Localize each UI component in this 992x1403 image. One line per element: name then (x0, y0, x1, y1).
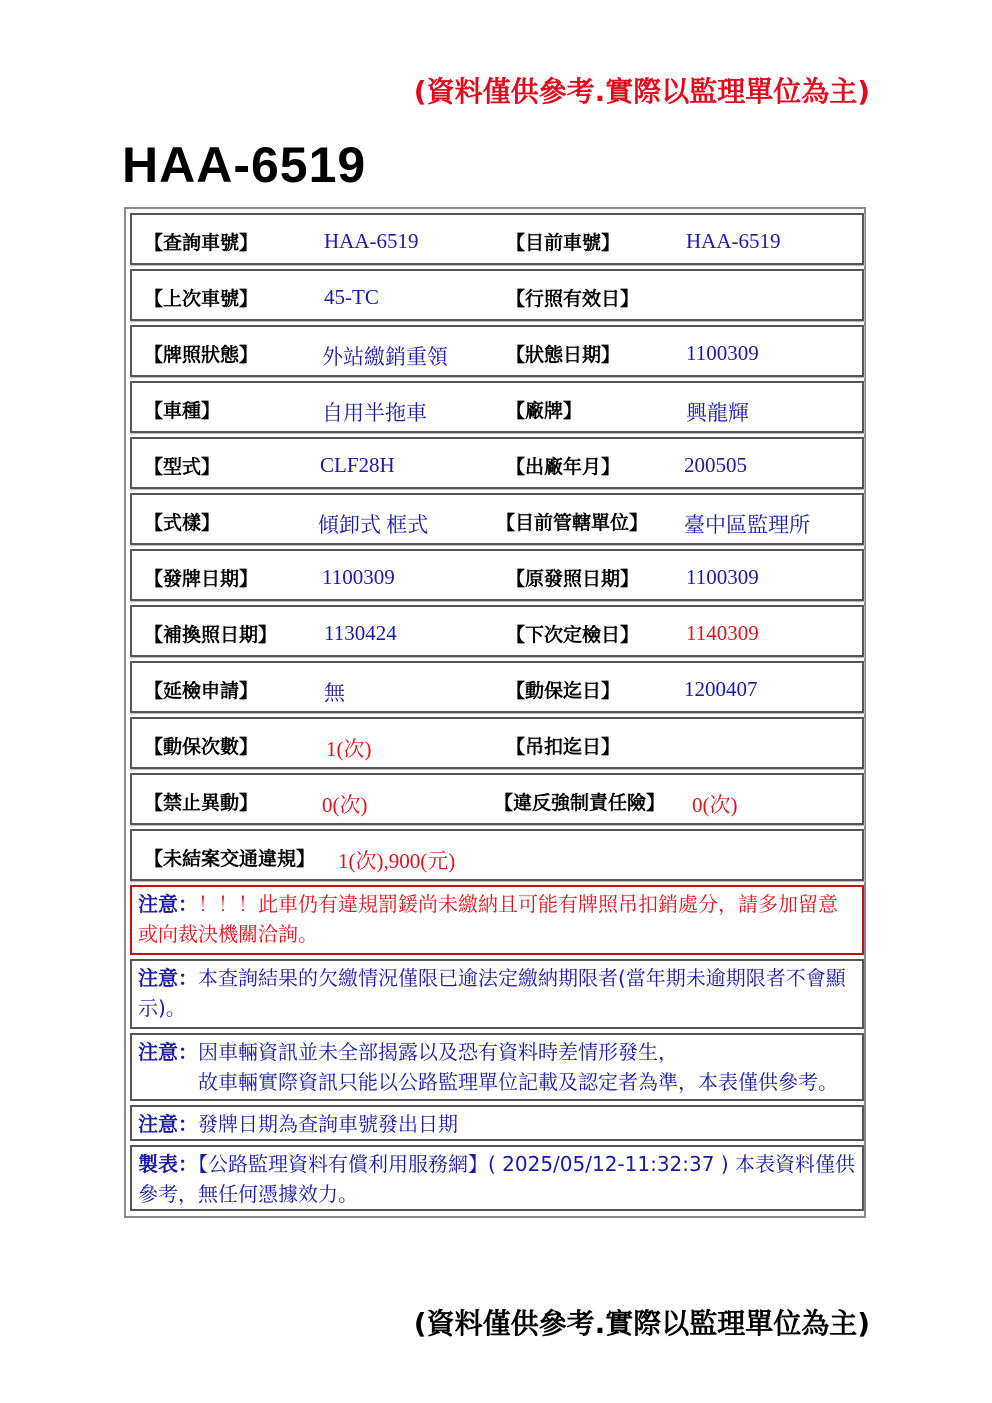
field-label: 【未結案交通違規】 (144, 848, 316, 870)
field-value: 興龍輝 (686, 401, 749, 425)
field-label: 【牌照狀態】 (144, 344, 259, 366)
info-row (130, 325, 864, 377)
field-value: 0(次) (322, 793, 368, 817)
field-label: 【型式】 (144, 456, 221, 478)
note-text: 故車輛實際資訊只能以公路監理單位記載及認定者為準，本表僅供參考。 (198, 1070, 838, 1094)
field-value: 1100309 (322, 565, 395, 589)
info-note (130, 1033, 864, 1101)
note-text: 【公路監理資料有償利用服務網】( 2025/05/12-11:32:37 ) 本表資料僅供參考，無任何憑據效力。 (138, 1152, 855, 1206)
field-label: 【目前車號】 (506, 232, 621, 254)
field-label: 【動保迄日】 (506, 680, 621, 702)
info-note (130, 1105, 864, 1141)
field-value: 臺中區監理所 (684, 513, 810, 537)
note-heading: 注意： (138, 1040, 198, 1064)
field-value: 自用半拖車 (322, 401, 427, 425)
note-text: 因車輛資訊並未全部揭露以及恐有資料時差情形發生， (198, 1040, 678, 1064)
info-note (130, 959, 864, 1029)
field-label: 【廠牌】 (506, 400, 583, 422)
field-value: HAA-6519 (324, 229, 419, 253)
warning-note (130, 885, 864, 955)
field-label: 【狀態日期】 (506, 344, 621, 366)
field-label: 【出廠年月】 (506, 456, 621, 478)
info-row (130, 493, 864, 545)
field-value: 0(次) (692, 793, 738, 817)
info-row (130, 437, 864, 489)
note-heading: 注意： (138, 1112, 198, 1136)
note-heading: 製表： (138, 1152, 198, 1176)
disclaimer-top: (資料僅供參考.實際以監理單位為主) (413, 75, 870, 108)
field-label: 【發牌日期】 (144, 568, 259, 590)
field-value: 1100309 (686, 565, 759, 589)
note-text: 本查詢結果的欠繳情況僅限已逾法定繳納期限者(當年期未逾期限者不會顯示)。 (138, 966, 846, 1020)
info-row (130, 269, 864, 321)
note-heading: 注意： (138, 966, 198, 990)
field-value: 外站繳銷重領 (322, 345, 448, 369)
field-value: 200505 (684, 453, 747, 477)
disclaimer-bottom: (資料僅供參考.實際以監理單位為主) (413, 1307, 870, 1340)
next-inspection-value: 1140309 (686, 621, 759, 645)
note-heading: 注意： (138, 892, 198, 916)
note-text: ！！！此車仍有違規罰鍰尚未繳納且可能有牌照吊扣銷處分，請多加留意或向裁決機關洽詢。 (138, 892, 838, 946)
field-label: 【行照有效日】 (506, 288, 640, 310)
field-label: 【禁止異動】 (144, 792, 259, 814)
vehicle-info-card (124, 207, 866, 1218)
info-row (130, 605, 864, 657)
info-row (130, 773, 864, 825)
field-value: 1130424 (324, 621, 397, 645)
unsettled-violations-row (130, 829, 864, 881)
info-row (130, 717, 864, 769)
field-label: 【延檢申請】 (144, 680, 259, 702)
field-label: 【吊扣迄日】 (506, 736, 621, 758)
field-label: 【下次定檢日】 (506, 624, 640, 646)
unsettled-violations-value: 1(次),900(元) (338, 849, 456, 873)
field-value: 傾卸式 框式 (318, 513, 429, 537)
field-label: 【原發照日期】 (506, 568, 640, 590)
plate-title: HAA-6519 (122, 137, 367, 193)
field-value: HAA-6519 (686, 229, 781, 253)
field-label: 【目前管轄單位】 (496, 512, 649, 534)
field-value: 1100309 (686, 341, 759, 365)
field-value: CLF28H (320, 453, 395, 477)
field-value: 1200407 (684, 677, 758, 701)
field-value: 1(次) (326, 737, 372, 761)
info-row (130, 549, 864, 601)
info-row (130, 661, 864, 713)
field-value: 無 (324, 681, 345, 705)
source-note (130, 1145, 864, 1211)
field-label: 【上次車號】 (144, 288, 259, 310)
note-text: 發牌日期為查詢車號發出日期 (198, 1112, 458, 1136)
info-row (130, 213, 864, 265)
field-label: 【式樣】 (144, 512, 221, 534)
field-label: 【查詢車號】 (144, 232, 259, 254)
info-row (130, 381, 864, 433)
field-label: 【車種】 (144, 400, 221, 422)
field-value: 45-TC (324, 285, 379, 309)
field-label: 【補換照日期】 (144, 624, 278, 646)
field-label: 【動保次數】 (144, 736, 259, 758)
field-label: 【違反強制責任險】 (494, 792, 666, 814)
